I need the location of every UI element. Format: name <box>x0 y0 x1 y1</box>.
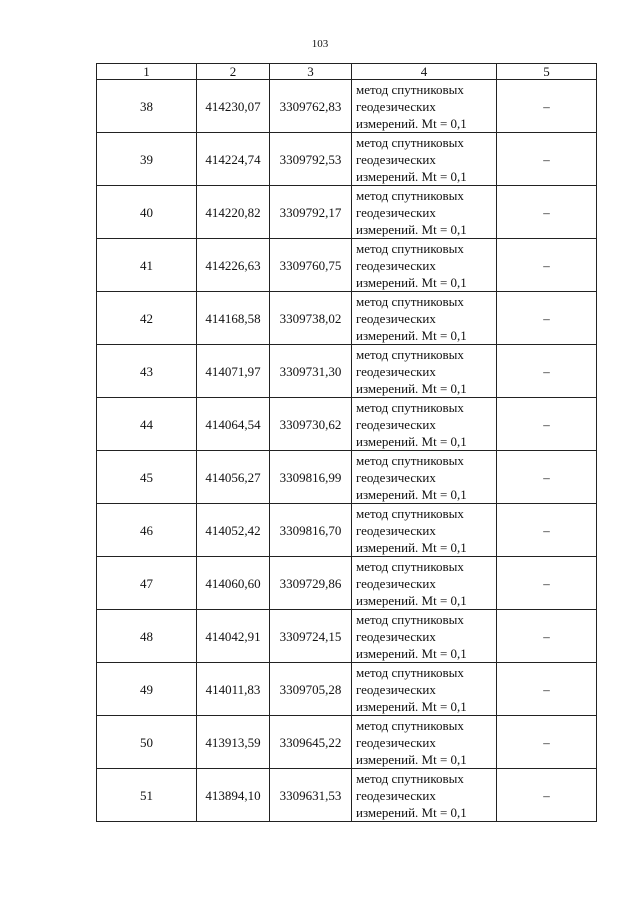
note-cell: – <box>497 80 597 133</box>
y-coordinate-cell: 3309760,75 <box>270 239 352 292</box>
method-line: геодезических <box>356 522 436 538</box>
note-cell: – <box>497 398 597 451</box>
table-row <box>97 769 597 822</box>
table-row <box>97 239 597 292</box>
method-cell <box>352 610 497 663</box>
point-number-cell: 46 <box>97 504 197 557</box>
method-line: геодезических <box>356 628 436 644</box>
method-line: измерений. Mt = 0,1 <box>356 433 467 449</box>
method-line: измерений. Mt = 0,1 <box>356 804 467 820</box>
method-cell <box>352 663 497 716</box>
method-line: геодезических <box>356 681 436 697</box>
point-number-cell: 50 <box>97 716 197 769</box>
x-coordinate-cell: 414226,63 <box>197 239 270 292</box>
y-coordinate-cell: 3309792,17 <box>270 186 352 239</box>
method-line: метод спутниковых <box>356 452 464 468</box>
y-coordinate-cell: 3309645,22 <box>270 716 352 769</box>
header-col-3: 3 <box>270 64 352 80</box>
method-line: геодезических <box>356 469 436 485</box>
point-number-cell: 49 <box>97 663 197 716</box>
method-line: геодезических <box>356 151 436 167</box>
method-line: измерений. Mt = 0,1 <box>356 539 467 555</box>
table-row <box>97 398 597 451</box>
note-cell: – <box>497 504 597 557</box>
point-number-cell: 40 <box>97 186 197 239</box>
method-line: геодезических <box>356 416 436 432</box>
note-cell: – <box>497 716 597 769</box>
method-line: геодезических <box>356 98 436 114</box>
x-coordinate-cell: 413913,59 <box>197 716 270 769</box>
method-line: метод спутниковых <box>356 558 464 574</box>
method-line: геодезических <box>356 363 436 379</box>
method-line: измерений. Mt = 0,1 <box>356 274 467 290</box>
note-cell: – <box>497 186 597 239</box>
y-coordinate-cell: 3309631,53 <box>270 769 352 822</box>
table-row <box>97 663 597 716</box>
table-row <box>97 133 597 186</box>
method-cell <box>352 80 497 133</box>
method-cell <box>352 345 497 398</box>
header-col-2: 2 <box>197 64 270 80</box>
method-line: метод спутниковых <box>356 664 464 680</box>
y-coordinate-cell: 3309816,99 <box>270 451 352 504</box>
method-line: метод спутниковых <box>356 346 464 362</box>
y-coordinate-cell: 3309724,15 <box>270 610 352 663</box>
page-number: 103 <box>311 38 329 50</box>
method-line: геодезических <box>356 204 436 220</box>
method-line: измерений. Mt = 0,1 <box>356 645 467 661</box>
point-number-cell: 48 <box>97 610 197 663</box>
header-col-4: 4 <box>352 64 497 80</box>
method-line: метод спутниковых <box>356 717 464 733</box>
method-line: геодезических <box>356 734 436 750</box>
table-row <box>97 451 597 504</box>
y-coordinate-cell: 3309705,28 <box>270 663 352 716</box>
x-coordinate-cell: 414168,58 <box>197 292 270 345</box>
x-coordinate-cell: 414011,83 <box>197 663 270 716</box>
method-line: измерений. Mt = 0,1 <box>356 380 467 396</box>
point-number-cell: 38 <box>97 80 197 133</box>
method-cell <box>352 186 497 239</box>
y-coordinate-cell: 3309730,62 <box>270 398 352 451</box>
note-cell: – <box>497 451 597 504</box>
x-coordinate-cell: 414056,27 <box>197 451 270 504</box>
coordinates-table <box>96 63 597 822</box>
x-coordinate-cell: 414064,54 <box>197 398 270 451</box>
x-coordinate-cell: 414042,91 <box>197 610 270 663</box>
method-line: измерений. Mt = 0,1 <box>356 751 467 767</box>
x-coordinate-cell: 413894,10 <box>197 769 270 822</box>
method-line: измерений. Mt = 0,1 <box>356 221 467 237</box>
point-number-cell: 47 <box>97 557 197 610</box>
method-line: измерений. Mt = 0,1 <box>356 486 467 502</box>
point-number-cell: 42 <box>97 292 197 345</box>
table-body <box>97 80 597 822</box>
point-number-cell: 39 <box>97 133 197 186</box>
point-number-cell: 51 <box>97 769 197 822</box>
method-line: геодезических <box>356 310 436 326</box>
x-coordinate-cell: 414052,42 <box>197 504 270 557</box>
y-coordinate-cell: 3309816,70 <box>270 504 352 557</box>
note-cell: – <box>497 239 597 292</box>
method-line: измерений. Mt = 0,1 <box>356 698 467 714</box>
method-line: метод спутниковых <box>356 505 464 521</box>
note-cell: – <box>497 557 597 610</box>
point-number-cell: 45 <box>97 451 197 504</box>
method-cell <box>352 398 497 451</box>
header-col-1: 1 <box>97 64 197 80</box>
method-line: метод спутниковых <box>356 611 464 627</box>
method-line: геодезических <box>356 575 436 591</box>
table-row <box>97 716 597 769</box>
method-cell <box>352 716 497 769</box>
y-coordinate-cell: 3309731,30 <box>270 345 352 398</box>
x-coordinate-cell: 414220,82 <box>197 186 270 239</box>
point-number-cell: 41 <box>97 239 197 292</box>
method-cell <box>352 133 497 186</box>
method-cell <box>352 292 497 345</box>
note-cell: – <box>497 292 597 345</box>
method-line: метод спутниковых <box>356 187 464 203</box>
table-row <box>97 80 597 133</box>
method-cell <box>352 769 497 822</box>
note-cell: – <box>497 663 597 716</box>
method-line: геодезических <box>356 257 436 273</box>
note-cell: – <box>497 769 597 822</box>
method-line: измерений. Mt = 0,1 <box>356 327 467 343</box>
note-cell: – <box>497 345 597 398</box>
method-line: метод спутниковых <box>356 770 464 786</box>
x-coordinate-cell: 414230,07 <box>197 80 270 133</box>
y-coordinate-cell: 3309729,86 <box>270 557 352 610</box>
header-row <box>97 64 597 80</box>
method-cell <box>352 504 497 557</box>
note-cell: – <box>497 610 597 663</box>
header-col-5: 5 <box>497 64 597 80</box>
method-cell <box>352 557 497 610</box>
x-coordinate-cell: 414071,97 <box>197 345 270 398</box>
table-row <box>97 504 597 557</box>
method-line: измерений. Mt = 0,1 <box>356 168 467 184</box>
method-line: метод спутниковых <box>356 293 464 309</box>
x-coordinate-cell: 414060,60 <box>197 557 270 610</box>
y-coordinate-cell: 3309762,83 <box>270 80 352 133</box>
method-line: метод спутниковых <box>356 240 464 256</box>
y-coordinate-cell: 3309792,53 <box>270 133 352 186</box>
table-row <box>97 186 597 239</box>
x-coordinate-cell: 414224,74 <box>197 133 270 186</box>
method-line: метод спутниковых <box>356 134 464 150</box>
table-row <box>97 610 597 663</box>
table-row <box>97 557 597 610</box>
method-line: измерений. Mt = 0,1 <box>356 592 467 608</box>
y-coordinate-cell: 3309738,02 <box>270 292 352 345</box>
table-row <box>97 345 597 398</box>
method-cell <box>352 239 497 292</box>
table-row <box>97 292 597 345</box>
method-line: метод спутниковых <box>356 81 464 97</box>
note-cell: – <box>497 133 597 186</box>
method-line: метод спутниковых <box>356 399 464 415</box>
method-cell <box>352 451 497 504</box>
point-number-cell: 43 <box>97 345 197 398</box>
method-line: измерений. Mt = 0,1 <box>356 115 467 131</box>
point-number-cell: 44 <box>97 398 197 451</box>
method-line: геодезических <box>356 787 436 803</box>
